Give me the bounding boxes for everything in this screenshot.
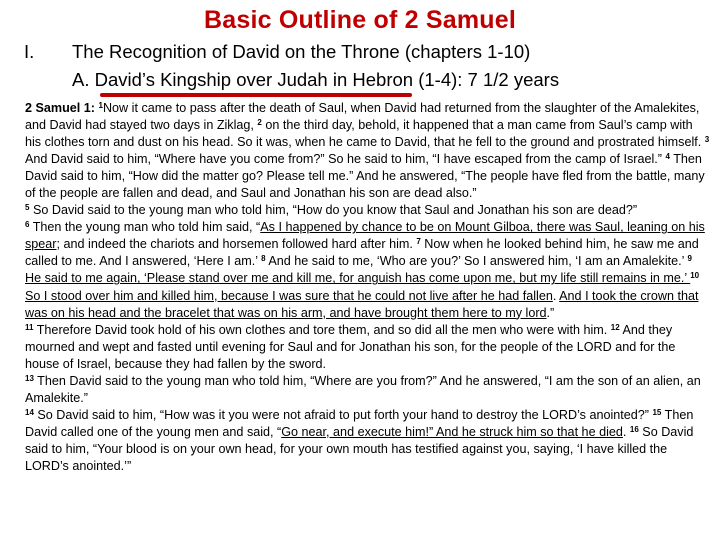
verse-text: And they mourned and wept and fasted until evening for Saul and for Jonathan his son, for the people of the LORD and for the house of Israel, because they had fallen by the sword. (25, 322, 676, 371)
slide-title: Basic Outline of 2 Samuel (203, 6, 517, 34)
highlight-underline (100, 93, 412, 97)
verse-text: Then the young man who told him said, “ (29, 220, 261, 235)
verse-text: Then David called one of the young men and said, “ (25, 407, 694, 439)
verse-number: 13 (25, 373, 34, 383)
verse-number: 5 (25, 203, 30, 213)
verse-text: Therefore David took hold of his own clothes and tore them, and so did all the men who were with him. (33, 322, 611, 337)
verse-number: 2 (257, 118, 262, 128)
verse-number: 1 (98, 101, 103, 110)
verse-number: 11 (25, 322, 34, 332)
outline-numeral: I. (24, 41, 35, 62)
verse-number: 8 (261, 254, 266, 264)
verse-text: So David said to him, “How was it you were not afraid to put forth your hand to destroy the LORD’s anointed?” (33, 407, 653, 422)
verse-text: So David said to the young man who told him, “How do you know that Saul and Jonathan his son are dead?” (29, 203, 638, 218)
verse-number: 4 (665, 152, 670, 162)
scripture-passage (25, 100, 711, 475)
verse-text: And David said to him, “Where have you come from?” So he said to him, “I have escaped from the camp of Israel.” (25, 152, 666, 167)
verse-text: Then David said to the young man who told him, “Where are you from?” And he answered, “I am the son of an alien, an Amalekite.” (25, 373, 701, 405)
verse-text: ; and indeed the chariots and horsemen followed hard after him. (56, 237, 417, 252)
verse-text: And he said to me, ‘Who are you?’ So I answered him, ‘I am an Amalekite.’ (265, 254, 688, 269)
verse-number: 10 (690, 271, 700, 281)
verse-text: on the third day, behold, it happened that a man came from Saul’s camp with his clothes torn and dust on his head. So it was, when he came to David, that he fell to the ground and prostrated himself. (25, 118, 705, 150)
verse-text: So David said to him, “Your blood is on your own head, for your own mouth has testified against you, saying, ‘I have killed the LORD’s anointed.’” (25, 424, 694, 473)
verse-number: 15 (652, 407, 662, 417)
underlined-text: And I took the crown that was on his head and the bracelet that was on his arm, and have brought them here to my lord (25, 288, 699, 320)
verse-number: 9 (687, 254, 692, 264)
verse-text: . (552, 288, 560, 303)
verse-text: . (622, 424, 630, 439)
outline-heading: The Recognition of David on the Throne (chapters 1-10) (72, 41, 531, 62)
underlined-text: As I happened by chance to be on Mount Gilboa, there was Saul, leaning on his spear (25, 220, 705, 252)
verse-number: 12 (610, 322, 620, 332)
verse-number: 7 (416, 237, 421, 247)
underlined-text: He said to me again, ‘Please stand over me and kill me, for anguish has come upon me, but my life still remains in me.’ (25, 271, 691, 286)
outline-subheading: A. David’s Kingship over Judah in Hebron (1-4): 7 1/2 years (72, 69, 560, 90)
verse-number: 14 (25, 407, 34, 417)
verse-text: Now it came to pass after the death of Saul, when David had returned from the slaughter of the Amalekites, and David had stayed two days in Ziklag, (25, 101, 700, 133)
passage-reference: 2 Samuel 1: (25, 101, 99, 115)
verse-number: 6 (25, 220, 30, 230)
verse-number: 3 (704, 135, 710, 145)
verse-number: 16 (629, 424, 639, 434)
verse-text: Now when he looked behind him, he saw me and called to me. And I answered, ‘Here I am.’ (25, 237, 699, 269)
underlined-text: So I stood over him and killed him, because I was sure that he could not live after he had fallen (25, 288, 553, 303)
verse-text: .” (546, 305, 555, 320)
underlined-text: Go near, and execute him!” And he struck him so that he died (281, 424, 623, 439)
verse-text: Then David said to him, “How did the matter go? Please tell me.” And he answered, “The people have fled from the battle, many of the people are fallen and dead, and Saul and Jonathan his son are dead also.” (25, 152, 705, 201)
